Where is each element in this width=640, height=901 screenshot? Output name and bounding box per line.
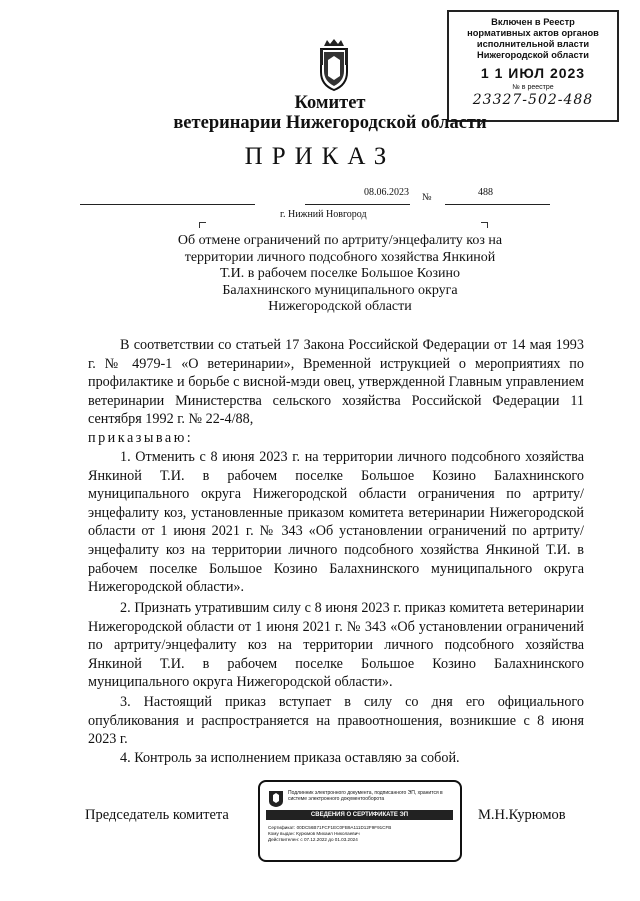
order-item-2: 2. Признать утратившим силу с 8 июня 2023 г. приказ комитета ветеринарии Нижегородской области от 1 июня 2021 г. № 343 «Об установлении ограничений по артриту/энцефалиту коз на территории личного подсобного хозяйства Янкиной Т.И. в рабочем поселке Большое Козино Балахнинского муниципального округа Нижегородской области». — [88, 600, 584, 691]
stamp-reg-number: 23327-502-488 — [472, 92, 594, 108]
preamble: В соответствии со статьей 17 Закона Российской Федерации от 14 мая 1993 г. № 4979-1 «О ветеринарии», Временной иструкцией о мероприятиях по профилактике и борьбе с висной-мэди овец, утвержденной Главным управлением ветеринарии Министерства сельского хозяйства Российской Федерации 11 сентября 1992 г. № 22-4/88, — [88, 337, 584, 428]
order-number: 488 — [478, 187, 493, 198]
coat-of-arms-icon — [316, 38, 352, 92]
number-sign: № — [422, 192, 432, 203]
signatory-position: Председатель комитета — [85, 807, 229, 823]
e-sign-banner: СВЕДЕНИЯ О СЕРТИФИКАТЕ ЭП — [266, 810, 453, 820]
org-name-line1: Комитет — [294, 93, 366, 113]
emblem-icon — [268, 790, 284, 808]
stamp-line: Включен в Реестр — [491, 17, 575, 27]
stamp-line: Нижегородской области — [477, 50, 589, 60]
date-line-left — [80, 204, 255, 205]
order-word: приказываю: — [88, 430, 194, 446]
stamp-reg-label: № в реестре — [512, 84, 554, 91]
order-item-4: 4. Контроль за исполнением приказа оставляю за собой. — [120, 750, 460, 766]
stamp-line: нормативных актов органов — [467, 28, 599, 38]
order-subject: Об отмене ограничений по артриту/энцефалиту коз на территории личного подсобного хозяйства Янкиной Т.И. в рабочем поселке Большое Козино Балахнинского муниципального округа Нижегородской области — [177, 233, 503, 315]
e-sign-header: Подлинник электронного документа, подписанного ЭП, хранится в системе электронного документооборота — [288, 790, 443, 802]
signatory-name: М.Н.Курюмов — [478, 807, 566, 823]
city: г. Нижний Новгород — [280, 209, 367, 220]
e-sign-cert: Сертификат: 00DC56B71FCF1EC0FB9A111D12F9F91CFB — [268, 825, 392, 830]
corner-mark-left — [199, 222, 206, 228]
stamp-line: исполнительной власти — [476, 39, 590, 49]
order-date: 08.06.2023 — [364, 187, 409, 198]
date-underline — [305, 204, 410, 205]
number-underline — [445, 204, 550, 205]
e-sign-valid: Действителен: с 07.12.2022 до 01.03.2024 — [268, 837, 358, 843]
order-item-1: 1. Отменить с 8 июня 2023 г. на территории личного подсобного хозяйства Янкиной Т.И. в рабочем поселке Большое Козино Балахнинского муниципального округа Нижегородской области ограничения по артриту/энцефалиту коз, установленные приказом комитета ветеринарии Нижегородской области от 1 июня 2021 г. № 343 «Об установлении ограничений по артриту/энцефалиту коз на территории личного подсобного хозяйства Янкиной Т.И. в рабочем поселке Большое Козино Балахнинского муниципального округа Нижегородской области». — [88, 449, 584, 596]
document-title: ПРИКАЗ — [244, 143, 396, 170]
e-signature-block — [258, 780, 462, 862]
order-item-3: 3. Настоящий приказ вступает в силу со дня его официального опубликования и распространяется на правоотношения, возникшие с 8 июня 2023 г. — [88, 694, 584, 748]
org-name-line2: ветеринарии Нижегородской области — [173, 113, 487, 133]
stamp-date: 1 1 ИЮЛ 2023 — [480, 65, 586, 81]
e-sign-owner: Кому выдан: Курюмов Михаил Николаевич — [268, 831, 360, 837]
corner-mark-right — [481, 222, 488, 228]
